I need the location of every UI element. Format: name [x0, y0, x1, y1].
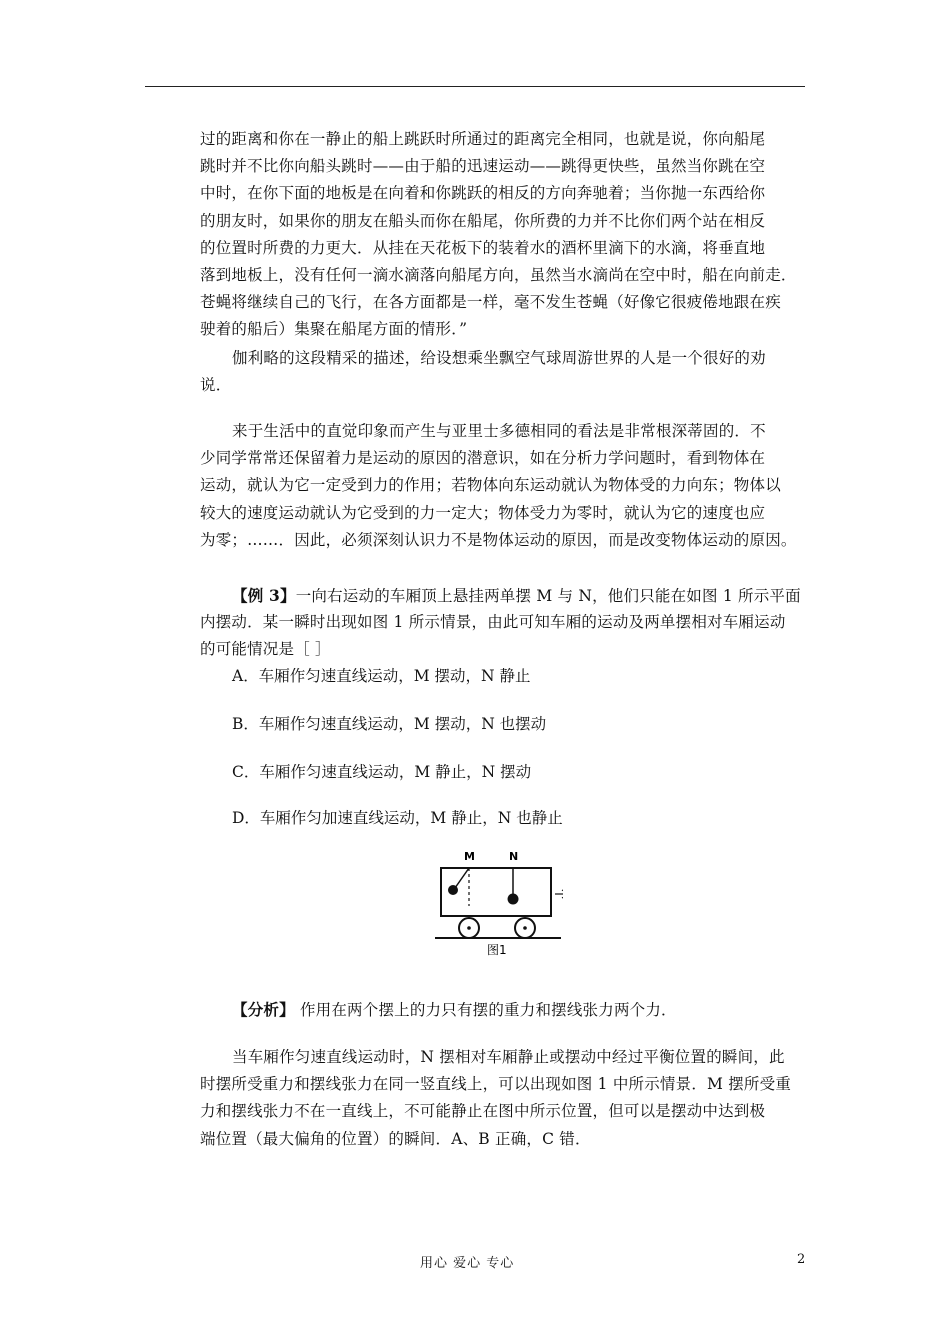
text-line: 伽利略的这段精采的描述，给设想乘坐飘空气球周游世界的人是一个很好的劝 — [232, 349, 766, 367]
analysis-text: 作用在两个摆上的力只有摆的重力和摆线张力两个力． — [294, 1001, 677, 1019]
figure-1-carriage-diagram — [433, 848, 563, 960]
label-n: N — [509, 850, 519, 863]
option-c: C．车厢作匀速直线运动，M 静止，N 摆动 — [232, 763, 532, 781]
header-rule — [145, 86, 805, 87]
text-line: 说． — [200, 376, 232, 395]
text-line: 端位置（最大偏角的位置）的瞬间．A、B 正确，C 错． — [200, 1129, 591, 1148]
paragraph-intuition — [200, 418, 820, 554]
text-line: 较大的速度运动就认为它受到的力一定大；物体受力为零时，就认为它的速度也应 — [200, 503, 766, 522]
option-d: D．车厢作匀加速直线运动，M 静止，N 也静止 — [232, 809, 563, 827]
text-line: 内摆动．某一瞬时出现如图 1 所示情景，由此可知车厢的运动及两单摆相对车厢运动 — [200, 613, 786, 632]
paragraph-solution — [200, 1044, 820, 1153]
label-m: M — [464, 850, 475, 863]
text-line — [200, 582, 820, 609]
footer-motto: 用心 爱心 专心 — [420, 1256, 515, 1271]
text-line: 驶着的船后）集聚在船尾方面的情形．” — [200, 320, 468, 339]
text-line: 当车厢作匀速直线运动时，N 摆相对车厢静止或摆动中经过平衡位置的瞬间，此 — [232, 1048, 785, 1066]
example-3-question — [200, 582, 820, 664]
text-line: 落到地板上，没有任何一滴水滴落向船尾方向，虽然当水滴尚在空中时，船在向前走． — [200, 265, 797, 284]
text-line: 的朋友时，如果你的朋友在船头而你在船尾，你所费的力并不比你们两个站在相反 — [200, 211, 766, 230]
pendulum-n-bob — [508, 894, 519, 905]
analysis — [200, 996, 820, 1023]
text-line: 少同学常常还保留着力是运动的原因的潜意识，如在分析力学问题时，看到物体在 — [200, 449, 766, 468]
example-text: 一向右运动的车厢顶上悬挂两单摆 M 与 N，他们只能在如图 1 所示平面 — [295, 587, 801, 605]
option-a: A．车厢作匀速直线运动，M 摆动，N 静止 — [232, 667, 531, 685]
wheel-right-axle — [523, 926, 527, 930]
paragraph-galileo-comment — [200, 345, 820, 399]
text-line: 来于生活中的直觉印象而产生与亚里士多德相同的看法是非常根深蒂固的．不 — [232, 422, 766, 440]
text-line: 时摆所受重力和摆线张力在同一竖直线上，可以出现如图 1 中所示情景．M 摆所受重 — [200, 1075, 792, 1094]
pendulum-m-string — [455, 868, 469, 888]
text-line — [200, 996, 820, 1023]
page-number: 2 — [797, 1252, 806, 1267]
text-line: 的位置时所费的力更大．从挂在天花板下的装着水的酒杯里滴下的水滴，将垂直地 — [200, 238, 766, 257]
paragraph-galileo-quote — [200, 126, 820, 344]
figure-caption: 图1 — [487, 943, 507, 957]
option-b: B．车厢作匀速直线运动，M 摆动，N 也摆动 — [232, 715, 547, 733]
text-line: 中时，在你下面的地板是在向着和你跳跃的相反的方向奔驰着；当你抛一东西给你 — [200, 184, 766, 203]
example-tag: 【例 3】 — [232, 586, 296, 605]
wheel-left-axle — [467, 926, 471, 930]
analysis-tag: 【分析】 — [232, 1000, 295, 1019]
text-line: 跳时并不比你向船头跳时——由于船的迅速运动——跳得更快些，虽然当你跳在空 — [200, 157, 766, 176]
text-line: 的可能情况是［ ］ — [200, 640, 331, 659]
text-line: 运动，就认为它一定受到力的作用；若物体向东运动就认为物体受的力向东；物体以 — [200, 476, 781, 495]
text-line: 过的距离和你在一静止的船上跳跃时所通过的距离完全相同，也就是说，你向船尾 — [200, 130, 766, 148]
pendulum-m-bob — [448, 885, 458, 895]
text-line: 为零；……．因此，必须深刻认识力不是物体运动的原因，而是改变物体运动的原因。 — [200, 530, 797, 549]
text-line: 力和摆线张力不在一直线上，不可能静止在图中所示位置，但可以是摆动中达到极 — [200, 1102, 766, 1121]
text-line: 苍蝇将继续自己的飞行，在各方面都是一样，毫不发生苍蝇（好像它很疲倦地跟在疾 — [200, 293, 781, 312]
